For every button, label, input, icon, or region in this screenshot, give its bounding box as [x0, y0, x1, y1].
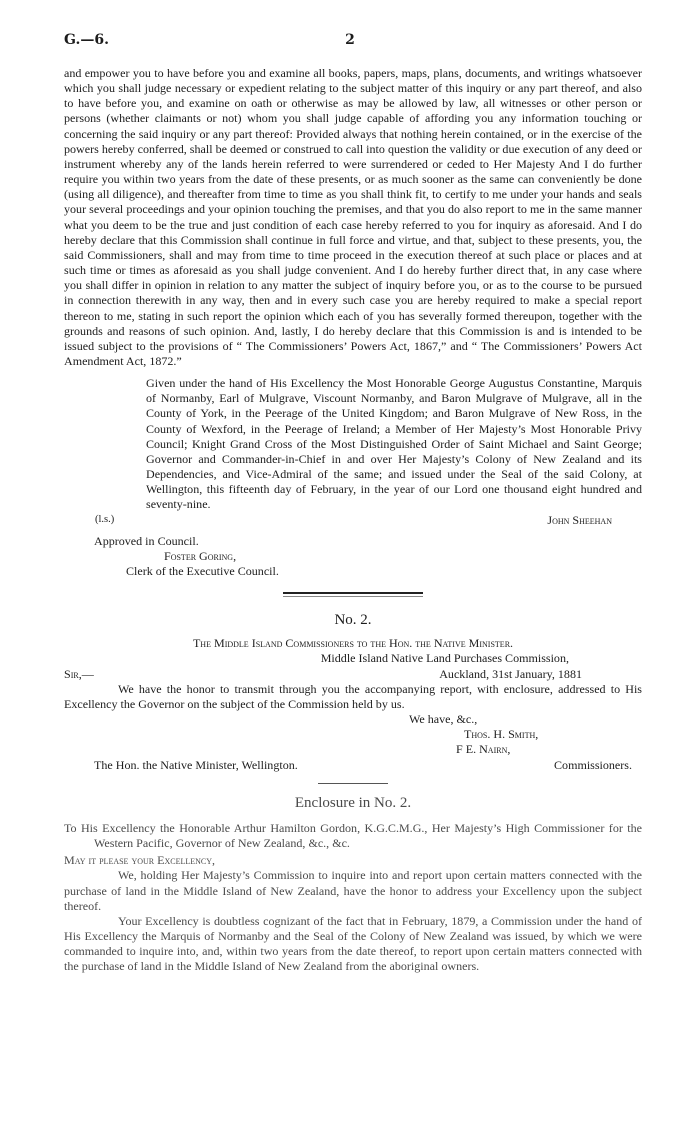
salutation-row [64, 667, 642, 682]
given-paragraph: Given under the hand of His Excellency the Most Honorable George Augustus Constantine, Marquis of Normanby, Earl of Mulgrave, Viscount Normanby, and Baron Mulgrave of Mulgrave, all in the County of York, in the Peerage of the United Kingdom; and Baron Mulgrave of New Ross, in the County of Wexford, in the Peerage of Ireland; a Member of Her Majesty’s Most Honorable Privy Council; Knight Grand Cross of the Most Distinguished Order of Saint Michael and Saint George; Governor and Commander-in-Chief in and over Her Majesty’s Colony of New Zealand and its Dependencies, and Vice-Admiral of the same; and issued under the Seal of the said Colony, at Wellington, this fifteenth day of February, in the year of our Lord one thousand eight hundred and seventy-nine. [146, 376, 642, 512]
closing-row [94, 758, 632, 773]
enclosure-paragraph-1: We, holding Her Majesty’s Commission to inquire into and report upon certain matters connected with the purchase of land in the Middle Island of New Zealand, have the honor to address your Excellency upon the subject thereof. [64, 868, 642, 913]
clerk-name: Foster Goring, [164, 548, 237, 563]
commission-office: Middle Island Native Land Purchases Commission, [320, 651, 569, 666]
section-heading-no2: No. 2. [334, 612, 372, 629]
page-number: 2 [345, 32, 355, 48]
letter-body: We have the honor to transmit through you the accompanying report, with enclosure, addressed to His Excellency the Governor on the subject of the Commission held by us. [64, 681, 642, 711]
enclosure-salutation: May it please your Excellency, [64, 853, 216, 868]
salutation: Sir,— [64, 666, 94, 681]
signer-nairn: F E. Nairn, [456, 742, 511, 757]
section-divider [283, 592, 423, 597]
governor-signature: John Sheehan [547, 512, 612, 527]
document-reference: G.—6. [64, 32, 109, 48]
approved-line: Approved in Council. [94, 533, 199, 548]
page-header [64, 32, 636, 52]
closing-phrase: We have, &c., [409, 712, 478, 727]
section-divider-small [318, 783, 388, 784]
commissioners-label: Commissioners. [554, 757, 632, 772]
seal-mark: (l.s.) [95, 514, 115, 526]
addressee: The Hon. the Native Minister, Wellington. [94, 757, 298, 772]
enclosure-addressee: To His Excellency the Honorable Arthur Hamilton Gordon, K.G.C.M.G., Her Majesty’s High Commissioner for the Western Pacific, Governor of New Zealand, &c., &c. [64, 820, 642, 851]
section-subheading: The Middle Island Commissioners to the Hon. the Native Minister. [192, 636, 514, 651]
place-date: Auckland, 31st January, 1881 [439, 666, 582, 681]
enclosure-heading: Enclosure in No. 2. [294, 794, 412, 811]
enclosure-paragraph-2: Your Excellency is doubtless cognizant of the fact that in February, 1879, a Commission under the hand of His Excellency the Marquis of Normanby and the Seal of the Colony of New Zealand was issued, by which we were commanded to inquire into, and, within two years from the date thereof, to report upon certain matters connected with the purchase of land in the Middle Island of New Zealand from the aboriginal owners. [64, 913, 642, 974]
document-body [64, 66, 642, 974]
clerk-title: Clerk of the Executive Council. [126, 564, 279, 578]
commission-paragraph: and empower you to have before you and examine all books, papers, maps, plans, documents, and writings whatsoever which you shall judge necessary or expedient relating to the subject matter of this inquiry or any part thereof, and also to have before you, and examine on oath or otherwise as may be allowed by law, all witnesses or other person or persons (whether claimants or not) whom you shall judge capable of affording you any information touching or concerning the said inquiry or any part thereof: Provided always that nothing herein contained, or in the exercise of the powers hereby conferred, shall be deemed or construed to call into question the validity or due execution of any deed or instrument whereby any of the lands herein referred to were surrendered or ceded to Her Majesty And I do further require you within two years from the date of these presents, or as much sooner as the same can conveniently be done (using all diligence), and thereafter from time to time as you shall think fit, to certify to me under your hands and seals your several proceedings and your opinion touching the premises, and that you do also report to me in the same manner what you deem to be the true and just condition of each case hereby referred to you for inquiry as aforesaid. And I do hereby declare that this Commission shall continue in full force and virtue, and that, subject to these presents, you, the said Commissioners, shall and may from time to time proceed in the execution thereof at such place or places and at such time or times as aforesaid as you shall judge convenient. And I do hereby further direct that, in any case where you shall differ in opinion in relation to any matter the subject of inquiry before you, or as to the course to be pursued in connection therewith in any way, then and in every such case you are hereby required to make a special report thereon to me, stating in such report the opinion which each of you has severally formed thereupon, together with the grounds and reasons of such opinion. And, lastly, I do hereby declare that this Commission is and is intended to be issued subject to the provisions of “ The Commissioners’ Powers Act, 1867,” and “ The Commissioners’ Powers Act Amendment Act, 1872.” [64, 66, 642, 368]
signer-smith: Thos. H. Smith, [464, 727, 539, 742]
